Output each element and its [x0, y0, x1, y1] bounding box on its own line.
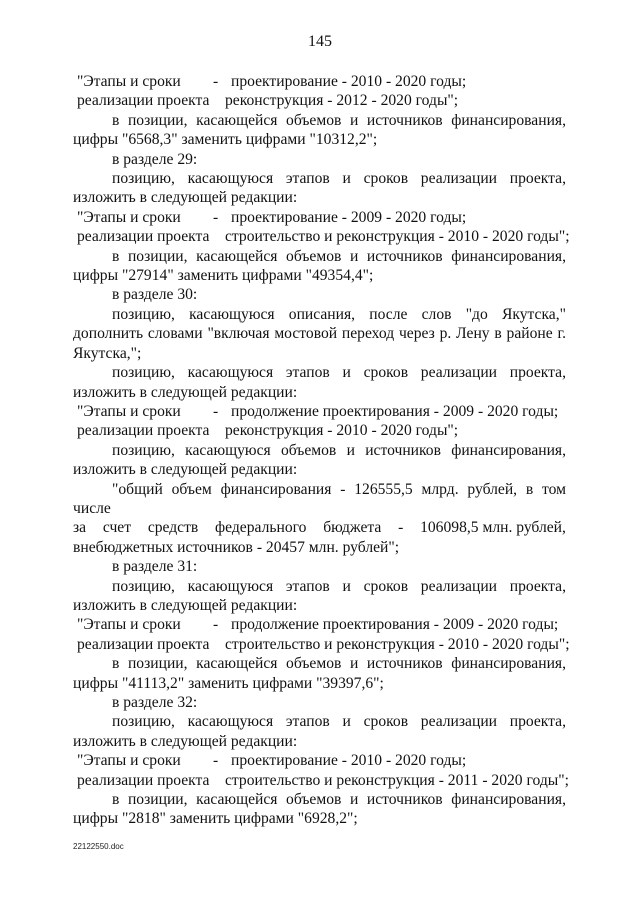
- stages-dash: -: [213, 208, 219, 226]
- stages-value: продолжение проектирования - 2009 - 2020 годы;: [231, 402, 559, 420]
- stages-label: реализации проекта: [77, 635, 210, 653]
- word: -: [398, 519, 404, 537]
- quote-line-justified: [73, 518, 566, 537]
- stages-value: проектирование - 2010 - 2020 годы;: [231, 73, 467, 90]
- quote-line: "общий объем финансирования - 126555,5 млрд. рублей, в том числе: [73, 480, 566, 517]
- section-heading-29: в разделе 29:: [112, 150, 198, 168]
- stages-row-1: [73, 751, 566, 770]
- paragraph: позицию, касающуюся этапов и сроков реализации проекта, изложить в следующей редакции:: [73, 577, 566, 614]
- stages-row-2: [73, 635, 570, 654]
- stages-row-2: [73, 227, 570, 246]
- stages-label: реализации проекта: [77, 771, 210, 789]
- stages-dash: -: [213, 402, 219, 420]
- document-body: [73, 72, 570, 829]
- stages-label: "Этапы и сроки: [77, 752, 181, 770]
- stages-row-1: [73, 615, 566, 634]
- section-heading-30: в разделе 30:: [112, 286, 198, 304]
- stages-label: "Этапы и сроки: [77, 208, 181, 226]
- paragraph: позицию, касающуюся описания, после слов "до Якутска," дополнить словами "включая мостовой переход через р. Лену в районе г. Якутска,";: [73, 305, 566, 362]
- document-filename: 22122550.doc: [73, 842, 124, 851]
- stages-row-1: [73, 208, 566, 227]
- word: федерального: [215, 519, 307, 537]
- paragraph: в позиции, касающейся объемов и источников финансирования, цифры "41113,2" заменить цифрами "39397,6";: [73, 655, 566, 692]
- paragraph: позицию, касающуюся этапов и сроков реализации проекта, изложить в следующей редакции:: [73, 170, 566, 207]
- stages-label: реализации проекта: [77, 422, 210, 440]
- stages-value: реконструкция - 2010 - 2020 годы";: [225, 422, 459, 440]
- stages-row-2: [73, 771, 569, 790]
- section-heading-31: в разделе 31:: [112, 558, 198, 576]
- word: средств: [147, 519, 199, 537]
- stages-value: строительство и реконструкция - 2010 - 2020 годы";: [225, 228, 570, 246]
- paragraph: позицию, касающуюся этапов и сроков реализации проекта, изложить в следующей редакции:: [73, 364, 566, 401]
- stages-row-2: [73, 91, 566, 110]
- stages-label: "Этапы и сроки: [77, 73, 181, 90]
- quote-line: внебюджетных источников - 20457 млн. рублей";: [73, 538, 400, 556]
- paragraph: в позиции, касающейся объемов и источников финансирования, цифры "2818" заменить цифрами "6928,2";: [73, 791, 566, 828]
- stages-value: проектирование - 2009 - 2020 годы;: [231, 208, 467, 226]
- paragraph: в позиции, касающейся объемов и источников финансирования, цифры "6568,3" заменить цифрами "10312,2";: [73, 111, 566, 149]
- stages-row-1: [73, 72, 566, 91]
- word: за: [73, 519, 87, 537]
- stages-label: "Этапы и сроки: [77, 402, 181, 420]
- stages-value: реконструкция - 2012 - 2020 годы";: [225, 92, 459, 110]
- stages-value: строительство и реконструкция - 2010 - 2020 годы";: [225, 635, 570, 653]
- stages-dash: -: [213, 616, 219, 634]
- stages-label: "Этапы и сроки: [77, 616, 181, 634]
- word: 106098,5 млн. рублей,: [420, 519, 566, 537]
- stages-value: строительство и реконструкция - 2011 - 2020 годы";: [225, 771, 569, 789]
- word: счет: [102, 519, 132, 537]
- paragraph: позицию, касающуюся этапов и сроков реализации проекта, изложить в следующей редакции:: [73, 713, 566, 750]
- word: бюджета: [323, 519, 382, 537]
- stages-dash: -: [213, 752, 219, 770]
- stages-row-2: [73, 421, 566, 440]
- stages-value: продолжение проектирования - 2009 - 2020 годы;: [231, 616, 559, 634]
- section-heading-32: в разделе 32:: [112, 694, 198, 711]
- stages-dash: -: [213, 73, 219, 90]
- stages-label: реализации проекта: [77, 228, 210, 246]
- stages-row-1: [73, 402, 566, 421]
- page-number: 145: [308, 33, 332, 50]
- paragraph: в позиции, касающейся объемов и источников финансирования, цифры "27914" заменить цифрами "49354,4";: [73, 247, 566, 285]
- stages-label: реализации проекта: [77, 92, 210, 110]
- paragraph: позицию, касающуюся объемов и источников финансирования, изложить в следующей редакции:: [73, 441, 566, 479]
- stages-value: проектирование - 2010 - 2020 годы;: [231, 752, 467, 770]
